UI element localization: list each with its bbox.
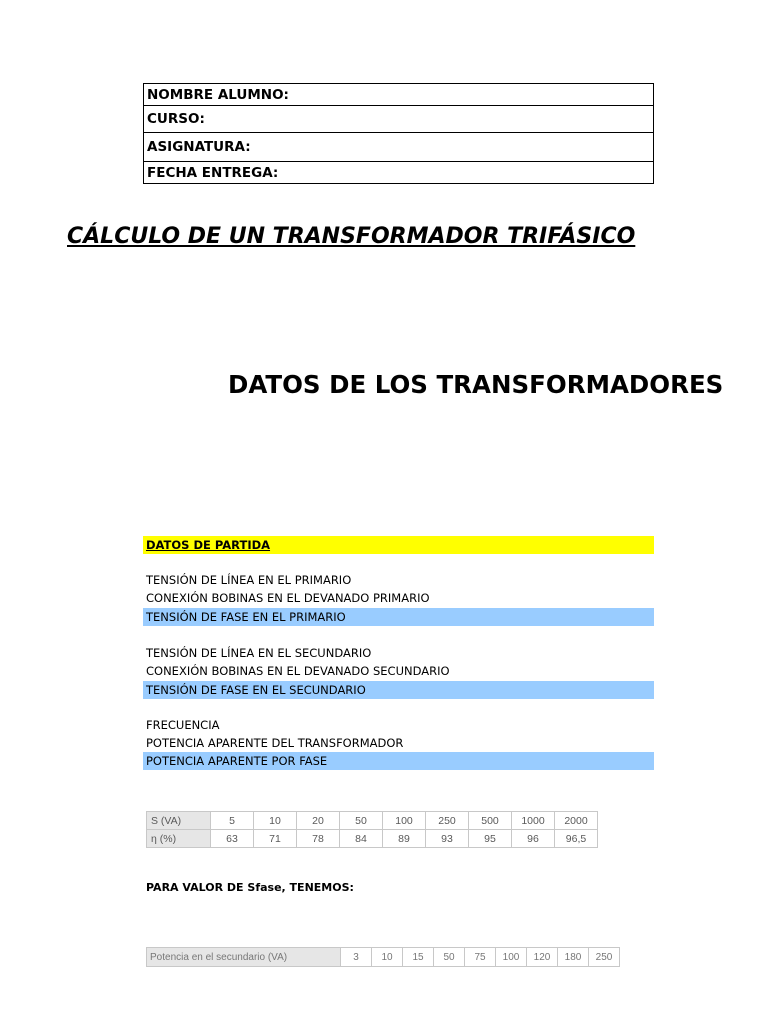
secundario-fase-label[interactable]: TENSIÓN DE FASE EN EL SECUNDARIO — [143, 681, 654, 699]
table-cell: 120 — [527, 948, 558, 967]
table-cell: 3 — [341, 948, 372, 967]
frecuencia-label[interactable]: FRECUENCIA — [146, 718, 220, 732]
curso-cell[interactable]: CURSO: — [144, 106, 654, 133]
table-cell: 10 — [254, 812, 297, 830]
table-cell: 95 — [469, 830, 512, 848]
table-cell: 93 — [426, 830, 469, 848]
asignatura-cell[interactable]: ASIGNATURA: — [144, 133, 654, 162]
student-info-table — [143, 83, 654, 184]
s-va-header: S (VA) — [147, 812, 211, 830]
secondary-power-table-crop — [146, 946, 654, 963]
potencia-fase-label[interactable]: POTENCIA APARENTE POR FASE — [143, 752, 654, 770]
table-cell: 89 — [383, 830, 426, 848]
sfase-note: PARA VALOR DE Sfase, TENEMOS: — [146, 881, 354, 894]
table-cell: 100 — [383, 812, 426, 830]
table-row — [147, 948, 620, 967]
table-cell: 50 — [340, 812, 383, 830]
table-cell: 5 — [211, 812, 254, 830]
primario-fase-label[interactable]: TENSIÓN DE FASE EN EL PRIMARIO — [143, 608, 654, 626]
nombre-alumno-cell[interactable]: NOMBRE ALUMNO: — [144, 84, 654, 106]
secondary-power-table — [146, 947, 620, 967]
efficiency-table — [146, 811, 598, 848]
table-cell: 75 — [465, 948, 496, 967]
table-cell: 96,5 — [555, 830, 598, 848]
table-cell: 15 — [403, 948, 434, 967]
page-title: CÁLCULO DE UN TRANSFORMADOR TRIFÁSICO — [67, 224, 636, 249]
secundario-conexion-label[interactable]: CONEXIÓN BOBINAS EN EL DEVANADO SECUNDARIO — [146, 664, 450, 678]
table-cell: 78 — [297, 830, 340, 848]
table-cell: 100 — [496, 948, 527, 967]
eta-header: η (%) — [147, 830, 211, 848]
table-cell: 1000 — [512, 812, 555, 830]
table-cell: 500 — [469, 812, 512, 830]
table-cell: 84 — [340, 830, 383, 848]
table-cell: 10 — [372, 948, 403, 967]
table-cell: 250 — [426, 812, 469, 830]
table-row — [147, 812, 598, 830]
table-cell: 50 — [434, 948, 465, 967]
table-cell: 96 — [512, 830, 555, 848]
table-row — [147, 830, 598, 848]
table-cell: 250 — [589, 948, 620, 967]
table-cell: 180 — [558, 948, 589, 967]
potencia-trafo-label[interactable]: POTENCIA APARENTE DEL TRANSFORMADOR — [146, 736, 404, 750]
table-cell: 63 — [211, 830, 254, 848]
secundario-linea-label[interactable]: TENSIÓN DE LÍNEA EN EL SECUNDARIO — [146, 646, 372, 660]
table-cell: 20 — [297, 812, 340, 830]
datos-partida-heading[interactable]: DATOS DE PARTIDA — [143, 536, 654, 554]
section-title: DATOS DE LOS TRANSFORMADORES — [228, 370, 724, 399]
primario-linea-label[interactable]: TENSIÓN DE LÍNEA EN EL PRIMARIO — [146, 573, 352, 587]
table-cell: 2000 — [555, 812, 598, 830]
table-cell: 71 — [254, 830, 297, 848]
potencia-secundario-header: Potencia en el secundario (VA) — [147, 948, 341, 967]
primario-conexion-label[interactable]: CONEXIÓN BOBINAS EN EL DEVANADO PRIMARIO — [146, 591, 430, 605]
fecha-entrega-cell[interactable]: FECHA ENTREGA: — [144, 162, 654, 184]
